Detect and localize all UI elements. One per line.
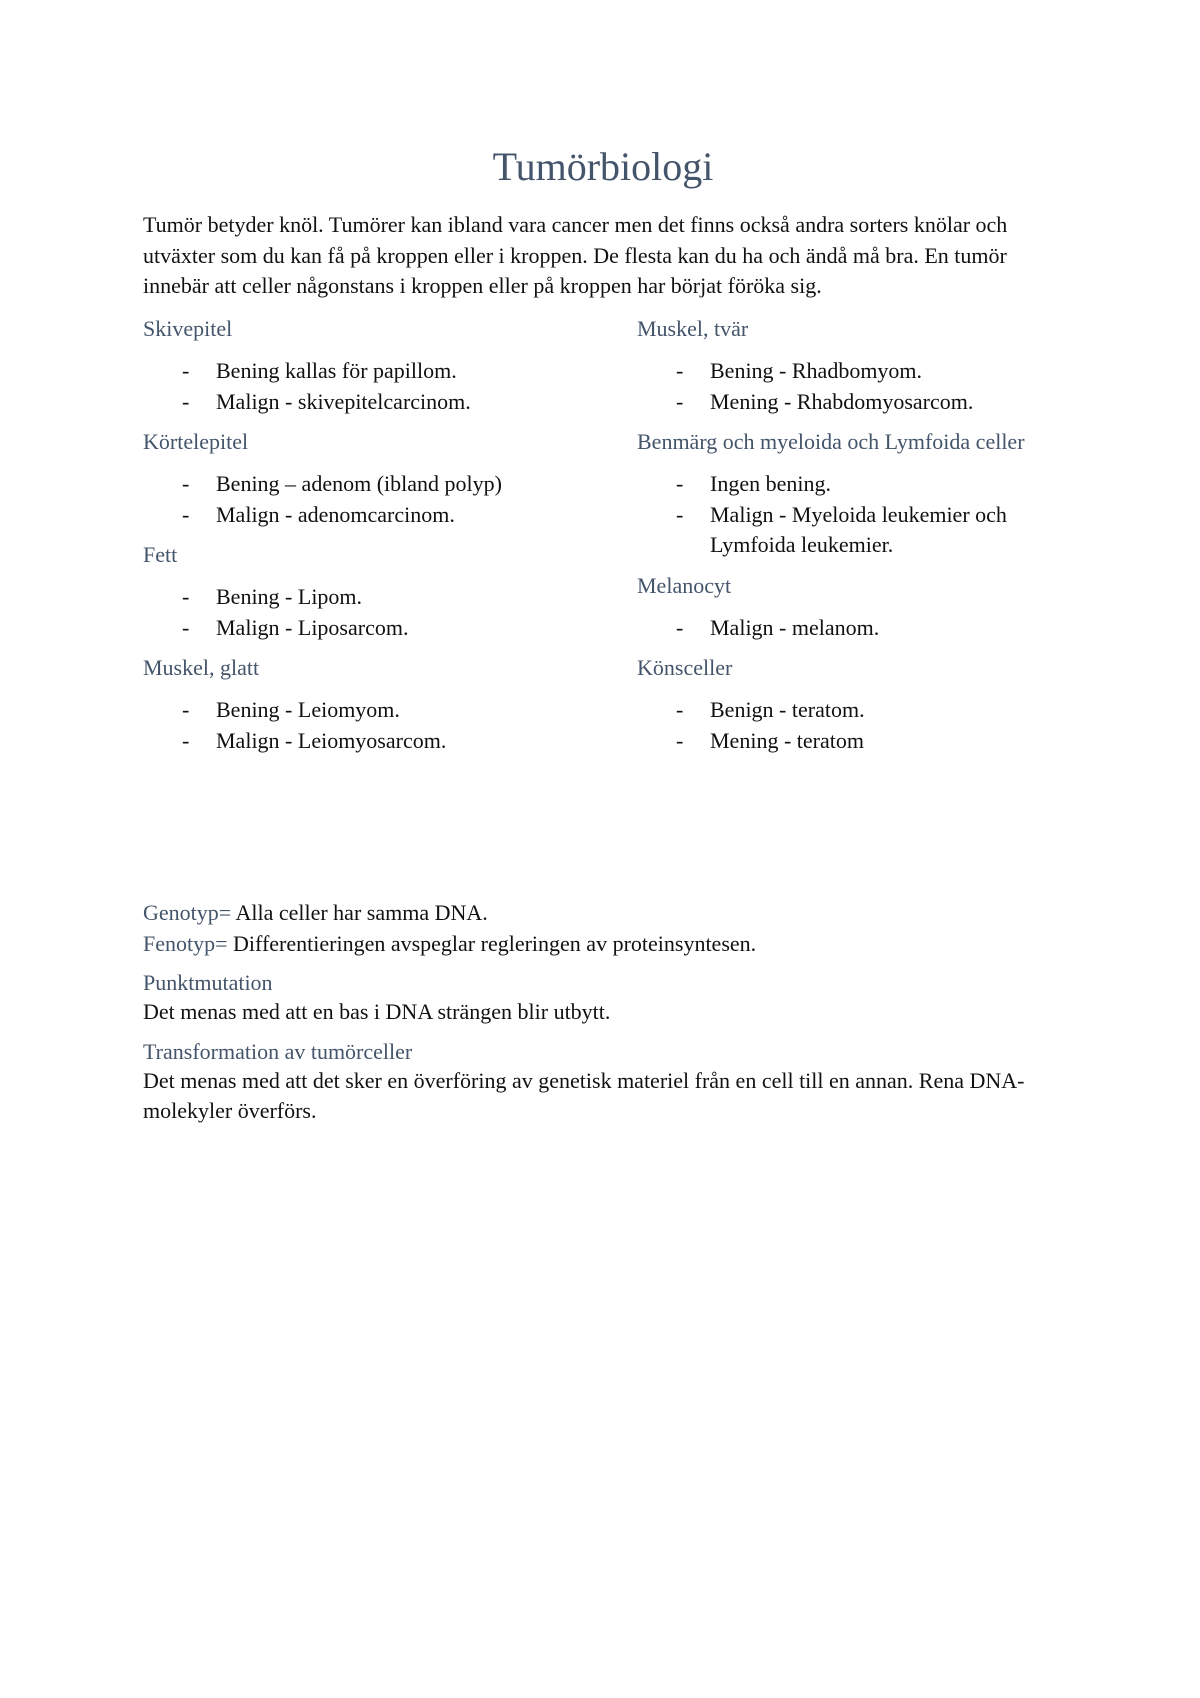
list-item	[637, 469, 1067, 500]
dash-bullet: -	[182, 501, 190, 527]
dash-bullet: -	[182, 584, 190, 609]
punktmutation-block	[143, 969, 1063, 1028]
list-item-text: Malign - adenomcarcinom.	[216, 501, 455, 527]
section-konsceller	[637, 654, 1067, 756]
section-heading: Benmärg och myeloida och Lymfoida celler	[637, 429, 1025, 454]
list-item-text: Bening - Lipom.	[216, 584, 363, 609]
section-melanocyt	[637, 572, 1067, 644]
punktmutation-text: Det menas med att en bas i DNA strängen blir utbytt.	[143, 999, 611, 1024]
list-item-text: Malign - Liposarcom.	[216, 614, 409, 640]
section-muskel-tvar	[637, 315, 1067, 417]
punktmutation-heading: Punktmutation	[143, 970, 273, 995]
genotyp-fenotyp-block	[143, 898, 1063, 959]
section-muskel-glatt	[143, 654, 573, 756]
section-heading: Muskel, tvär	[637, 316, 749, 341]
bullet-list	[637, 469, 1067, 561]
list-item	[637, 387, 1067, 418]
bullet-list	[637, 695, 1067, 756]
dash-bullet: -	[676, 471, 684, 496]
bullet-list	[143, 469, 573, 530]
list-item	[143, 726, 573, 757]
list-item	[143, 387, 573, 418]
section-heading: Körtelepitel	[143, 429, 249, 454]
list-item	[637, 695, 1067, 726]
list-item-text: Malign - melanom.	[710, 614, 880, 640]
list-item-text: Malign - Myeloida leukemier och Lymfoida leukemier.	[710, 501, 1007, 557]
section-kortelepitel	[143, 428, 573, 530]
dash-bullet: -	[182, 388, 190, 414]
bullet-list	[143, 695, 573, 756]
list-item	[637, 500, 1067, 561]
section-heading: Skivepitel	[143, 316, 233, 341]
transformation-text: Det menas med att det sker en överföring av genetisk materiel från en cell till en annan. Rena DNA-molekyler överförs.	[143, 1067, 1025, 1123]
list-item-text: Ingen bening.	[710, 471, 831, 496]
transformation-block	[143, 1038, 1063, 1127]
bullet-list	[143, 356, 573, 417]
bottom-section	[143, 898, 1063, 1137]
list-item-text: Benign - teratom.	[710, 697, 865, 722]
list-item-text: Malign - skivepitelcarcinom.	[216, 388, 471, 414]
section-skivepitel	[143, 315, 573, 417]
list-item-text: Bening - Leiomyom.	[216, 697, 400, 722]
genotyp-line	[143, 898, 1063, 929]
dash-bullet: -	[182, 471, 190, 496]
dash-bullet: -	[676, 727, 684, 753]
list-item-text: Bening kallas för papillom.	[216, 358, 457, 383]
left-column	[143, 315, 573, 767]
section-heading: Fett	[143, 542, 178, 567]
list-item	[637, 356, 1067, 387]
list-item	[143, 469, 573, 500]
section-heading: Melanocyt	[637, 572, 732, 598]
dash-bullet: -	[182, 614, 190, 640]
dash-bullet: -	[676, 358, 684, 383]
right-column	[637, 315, 1067, 767]
list-item-text: Bening – adenom (ibland polyp)	[216, 471, 502, 496]
dash-bullet: -	[676, 697, 684, 722]
genotyp-label: Genotyp=	[143, 900, 232, 925]
dash-bullet: -	[182, 358, 190, 383]
dash-bullet: -	[182, 697, 190, 722]
dash-bullet: -	[182, 727, 190, 753]
fenotyp-text: Differentieringen avspeglar regleringen av proteinsyntesen.	[227, 930, 757, 956]
list-item	[143, 500, 573, 531]
section-fett	[143, 541, 573, 643]
list-item	[143, 613, 573, 644]
list-item-text: Mening - teratom	[710, 727, 864, 753]
list-item-text: Bening - Rhadbomyom.	[710, 358, 923, 383]
list-item	[143, 695, 573, 726]
fenotyp-label: Fenotyp=	[143, 930, 228, 956]
list-item	[143, 356, 573, 387]
intro-paragraph: Tumör betyder knöl. Tumörer kan ibland vara cancer men det finns också andra sorters knölar och utväxter som du kan få på kroppen eller i kroppen. De flesta kan du ha och ändå må bra. En tumör innebär att celler någonstans i kroppen eller på kroppen har börjat föröka sig.	[143, 212, 1008, 298]
list-item	[143, 582, 573, 613]
dash-bullet: -	[676, 388, 684, 414]
bullet-list	[637, 613, 1067, 644]
page-title: Tumörbiologi	[492, 144, 714, 189]
bullet-list	[637, 356, 1067, 417]
transformation-heading: Transformation av tumörceller	[143, 1038, 413, 1064]
list-item	[637, 613, 1067, 644]
list-item-text: Mening - Rhabdomyosarcom.	[710, 388, 974, 414]
dash-bullet: -	[676, 614, 684, 640]
dash-bullet: -	[676, 501, 684, 527]
section-benmarg	[637, 428, 1067, 561]
section-heading: Muskel, glatt	[143, 655, 260, 680]
list-item	[637, 726, 1067, 757]
list-item-text: Malign - Leiomyosarcom.	[216, 727, 447, 753]
fenotyp-line	[143, 929, 1063, 960]
section-heading: Könsceller	[637, 655, 733, 680]
genotyp-text: Alla celler har samma DNA.	[231, 900, 488, 925]
bullet-list	[143, 582, 573, 643]
